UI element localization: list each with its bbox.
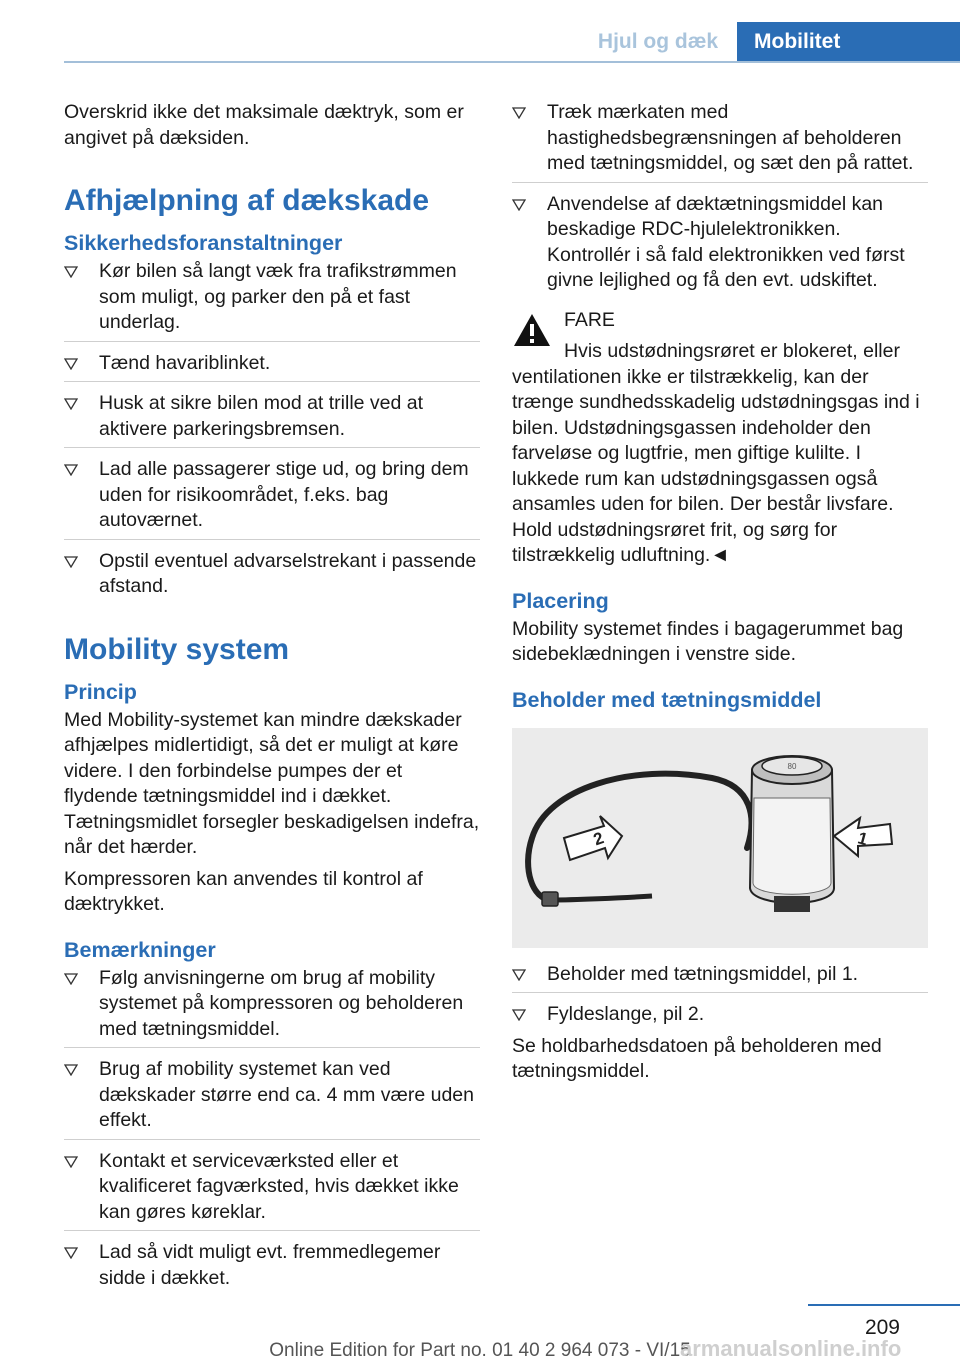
triangle-bullet-icon [512, 107, 526, 119]
closing-paragraph: Se holdbarhedsdatoen på beholderen med tætningsmiddel. [512, 1034, 882, 1082]
heading-mobility: Mobility system [64, 632, 290, 666]
edition-line [0, 1336, 960, 1362]
list-item: Brug af mobility systemet kan ved dækskader større end ca. 4 mm være uden effekt. [64, 1053, 480, 1145]
container-cap-label: 80 [787, 761, 797, 771]
warning-title: FARE [564, 308, 615, 331]
heading-sikkerhed: Sikkerhedsforanstaltninger [64, 231, 343, 255]
heading-beholder: Beholder med tætningsmiddel [512, 687, 822, 712]
sealant-container-illustration [512, 728, 928, 948]
watermark: armanualsonline.info [680, 1336, 902, 1361]
triangle-bullet-icon [512, 969, 526, 981]
heading-afhjaelpning: Afhjælpning af dækskade [64, 184, 430, 217]
heading-bemaerkninger: Bemærkninger [64, 937, 216, 962]
princip-paragraph-2: Kompressoren kan anvendes til kontrol af dæktrykket. [64, 867, 423, 915]
right-column [512, 100, 928, 1091]
triangle-bullet-icon [64, 556, 78, 568]
triangle-bullet-icon [64, 266, 78, 278]
list-item: Tænd havariblinket. [64, 347, 480, 388]
list-item: Lad alle passagerer stige ud, og bring dem uden for risikoområdet, f.eks. bag autoværnet. [64, 453, 480, 545]
bemaerk-list [64, 966, 480, 1292]
edition-text: Online Edition for Part no. 01 40 2 964 073 - VI/15 [269, 1340, 691, 1361]
list-item: Lad så vidt muligt evt. fremmedlegemer sidde i dækket. [64, 1236, 480, 1291]
sealant-container-drawing [512, 728, 928, 948]
figure-legend-list [512, 962, 928, 1028]
arrow-label-1: 1 [855, 827, 870, 849]
triangle-bullet-icon [64, 1156, 78, 1168]
header-tab-section[interactable]: Hjul og dæk [597, 29, 719, 53]
heading-princip: Princip [64, 679, 137, 704]
placering-paragraph: Mobility systemet findes i bagagerummet bag sidebeklædningen i venstre side. [512, 617, 904, 665]
princip-paragraph-1: Med Mobility-systemet kan mindre dækskader afhjælpes midlertidigt, så det er muligt at køre videre. I den forbindelse pumpes der et flydende tætningsmiddel ind i dækket. Tætningsmidlet forsegler beskadigelsen indefra, når det hærder. [64, 708, 480, 858]
rdc-list [512, 100, 928, 294]
footer-rule [808, 1304, 960, 1306]
left-column [64, 100, 480, 1297]
intro-paragraph: Overskrid ikke det maksimale dæktryk, som er angivet på dæksiden. [64, 101, 464, 149]
triangle-bullet-icon [64, 973, 78, 985]
triangle-bullet-icon [64, 464, 78, 476]
arrow-1-icon [834, 818, 892, 856]
list-item: Træk mærkaten med hastighedsbegrænsningen af beholderen med tætningsmiddel, og sæt den på rattet. [512, 100, 928, 188]
list-item: Kør bilen så langt væk fra trafikstrømmen som muligt, og parker den på et fast underlag. [64, 259, 480, 347]
triangle-bullet-icon [64, 1247, 78, 1259]
header-tab-chapter[interactable]: Mobilitet [737, 22, 960, 61]
arrow-2-icon [564, 816, 622, 860]
header-rule [64, 61, 960, 63]
list-item: Beholder med tætningsmiddel, pil 1. [512, 962, 928, 999]
list-item: Anvendelse af dæktætningsmiddel kan beskadige RDC-hjulelektronikken. Kontrollér i så fald elektronikken ved først givne lejlighed og få den evt. udskiftet. [512, 188, 928, 294]
list-item: Opstil eventuel advarselstrekant i passende afstand. [64, 545, 480, 600]
list-item: Fyldeslange, pil 2. [512, 998, 928, 1028]
triangle-bullet-icon [512, 1009, 526, 1021]
page-number: 209 [864, 1316, 900, 1339]
triangle-bullet-icon [512, 199, 526, 211]
list-item: Husk at sikre bilen mod at trille ved at aktivere parkeringsbremsen. [64, 387, 480, 453]
list-item: Kontakt et serviceværksted eller et kvalificeret fagværksted, hvis dækket ikke kan gøres køreklar. [64, 1145, 480, 1237]
arrow-label-2: 2 [590, 827, 607, 849]
list-item: Følg anvisningerne om brug af mobility systemet på kompressoren og beholderen med tætningsmiddel. [64, 966, 480, 1054]
heading-placering: Placering [512, 588, 609, 613]
triangle-bullet-icon [64, 398, 78, 410]
triangle-bullet-icon [64, 1064, 78, 1076]
triangle-bullet-icon [64, 358, 78, 370]
sikkerhed-list [64, 259, 480, 600]
warning-text: Hvis udstødningsrøret er blokeret, eller ventilationen ikke er tilstrækkelig, kan der trænge sundhedsskadelig udstødningsgas ind i bilen. Udstødningsgassen indeholder den farveløse og lugtfrie, men giftige kulilte. I lukkede rum kan udstødningsgassen også ansamles uden for bilen. Der består livsfare. Hold udstødningsrøret frit, og sørg for tilstrækkelig udluftning.◄ [512, 340, 920, 566]
warning-triangle-icon [512, 312, 552, 348]
warning-box [512, 308, 928, 569]
